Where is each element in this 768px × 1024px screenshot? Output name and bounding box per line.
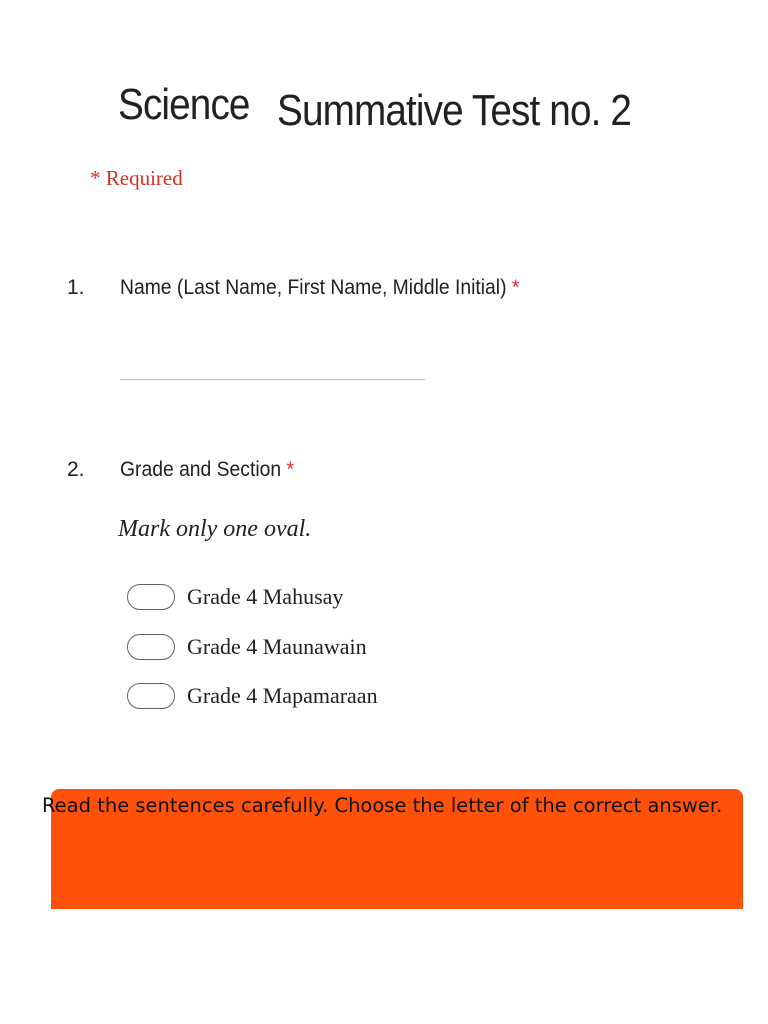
form-title [0,80,768,140]
title-part-science: Science [118,80,250,129]
name-answer-field[interactable] [120,379,425,380]
required-note: * Required [90,166,183,190]
question-label-text: Grade and Section [120,458,282,481]
title-part-summative: Summative Test no. 2 [277,86,632,135]
option-label: Grade 4 Mapamaraan [187,683,378,708]
question-label-text: Name (Last Name, First Name, Middle Initial) [120,276,507,299]
required-asterisk: * [286,458,295,481]
oval-radio[interactable] [127,584,175,610]
oval-radio[interactable] [127,683,175,709]
instruction-banner-text: Read the sentences carefully. Choose the letter of the correct answer. [42,794,723,817]
option-label: Grade 4 Mahusay [187,584,344,609]
option-label: Grade 4 Maunawain [187,633,367,659]
mark-one-oval-instruction: Mark only one oval. [118,516,312,542]
question-number: 1. [67,276,85,299]
oval-radio[interactable] [127,634,175,660]
question-number: 2. [67,458,85,481]
question-label [120,458,294,482]
question-label [120,276,519,300]
required-asterisk: * [511,276,520,299]
